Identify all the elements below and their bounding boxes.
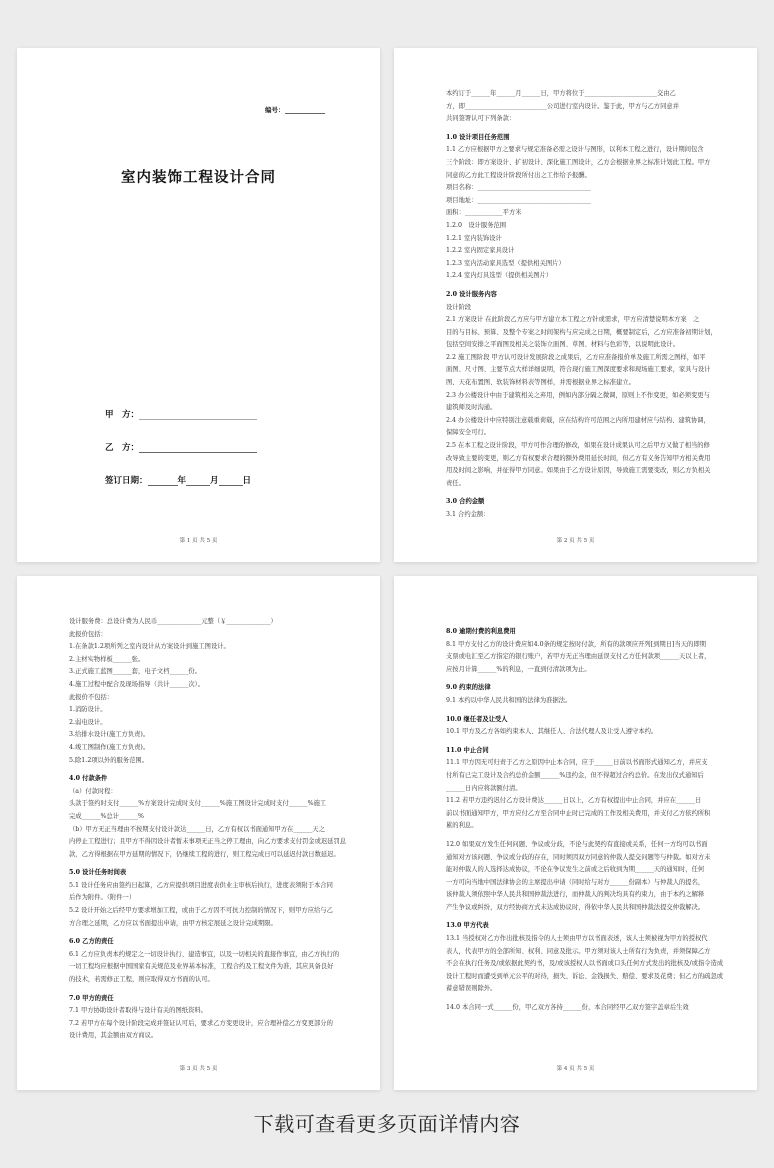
text-line: 三个阶段：即方案设计、扩初设计、深化施工图设计，乙方会根据业界之标准计划此工程。甲方 bbox=[446, 158, 711, 166]
text-line: 1.2.4 室内灯具选型（提供相关图片） bbox=[446, 272, 553, 280]
text-line: 11.1 甲方因无可归责于乙方之原因中止本合同，应于______日前以书面形式通知乙方，并应支 bbox=[446, 759, 708, 767]
page-footer: 第 3 页 共 5 页 bbox=[179, 1066, 218, 1072]
page-4-body bbox=[446, 626, 731, 1015]
text-line: 付所有已完工设计及合约总价金额______%违约金，但不得超过合约总价。在发出仅式通知后 bbox=[446, 771, 704, 779]
text-line: 此报价包括： bbox=[69, 630, 107, 638]
text-line: 7.2 若甲方在每个设计阶段完成并签证认可后，要求乙方变更设计，应合理补偿乙方变更部分的 bbox=[69, 1019, 333, 1027]
text-line: 共同签署认可下列条款： bbox=[446, 115, 516, 123]
page-2-body bbox=[446, 88, 731, 522]
text-line: 2.主材实物样板______张。 bbox=[69, 655, 145, 663]
text-line: 款，乙方得根据在甲方延期的情况下，仍继续工程的进行，则工程完成日可以延迟付款日数延迟。 bbox=[69, 850, 340, 858]
text-line: 1.2.2 室内固定家具设计 bbox=[446, 247, 515, 255]
text-line: 3.给排水设计(施工方负责)。 bbox=[69, 731, 150, 739]
text-line: 3.正式施工蓝图______套，电子文档______份。 bbox=[69, 668, 201, 676]
text-line: 4.竣工图制作(施工方负责)。 bbox=[69, 743, 150, 751]
contract-title: 室内装饰工程设计合同 bbox=[121, 169, 276, 186]
page-3-body bbox=[69, 616, 354, 1043]
text-line: 能对仲裁人的人选择达成协议，不论在争议发生之前或之后收到为期______天的通知时，任何 bbox=[446, 866, 705, 874]
text-line: 本约订于______年______月______日，甲方将位于_______________________交由乙 bbox=[446, 90, 676, 97]
text-line: 累的利息。 bbox=[446, 822, 478, 830]
text-line: （b）甲方无正当理由不按期支付设计款达______日，乙方有权以书面通知甲方在______天之 bbox=[69, 825, 325, 833]
contract-page-2 bbox=[394, 48, 757, 562]
text-line: 蓄意错误则除外。 bbox=[446, 985, 497, 993]
text-line: 1.消防设计。 bbox=[69, 706, 107, 714]
page-footer: 第 1 页 共 5 页 bbox=[179, 538, 218, 544]
text-line: 头款于签约时支付______%方案设计完成时支付______%施工图设计完成时支付______%施工 bbox=[69, 800, 327, 808]
text-line: 2.2 施工图阶段 甲方认可设计发展阶段之成果后，乙方应准备报价单及施工所需之图样，如平 bbox=[446, 353, 706, 361]
text-line: ______日内应将款额付清。 bbox=[446, 784, 522, 792]
text-line: 10.1 甲方及乙方各如约束本人、其继任人、合法代理人及让受人遵守本约。 bbox=[446, 728, 658, 736]
text-line: 一切工程均应根据中国国家有关规范及业界基本标准，工程合约及工程文件为准，其应具备良好 bbox=[69, 963, 334, 971]
text-line: 面积：____________平方米 bbox=[446, 209, 522, 217]
text-line: 设计工程时而遭受到单元公平的对待，损失、诉讼、金钱损失、赔偿、要求及花费；但乙方的疏忽或 bbox=[446, 972, 724, 980]
text-line: 后作为附件。（附件一） bbox=[69, 894, 136, 902]
text-line: 项目名称：____________________________________ bbox=[446, 184, 591, 192]
text-line: 用及时间之影响，并征得甲方同意。如果由于乙方设计原因，导致施工需要变改，则乙方负相关 bbox=[446, 467, 711, 475]
text-line: 5.1 设计任务应由签约日起算，乙方应提供项目进度表供业主审核后执行，进度表须附于本合同 bbox=[69, 881, 333, 889]
text-line: 4.施工过程中配合及现场指导（共计______次）。 bbox=[69, 680, 205, 688]
text-line: 面图、尺寸图、主要节点大样详细说明，符合现行施工图深度要求和现场施工要求，家具与设计 bbox=[446, 366, 711, 374]
text-line: 前以书面通知甲方，甲方应付乙方至合同中止时已完成的工作及相关费用，并支付乙方依约所积 bbox=[446, 809, 711, 817]
contract-page-3 bbox=[17, 576, 380, 1090]
text-line: 支票或电汇至乙方指定的银行账户，若甲方无正当理由延误支付乙方任何款项______天以上者， bbox=[446, 653, 711, 661]
text-line: 5.2 设计开始之后经甲方要求增加工程，或由于乙方因不可抗力控制的情况下，则甲方应给与乙 bbox=[69, 907, 333, 915]
section-heading: 2.0 设计服务内容 bbox=[446, 290, 497, 298]
text-line: 2.1 方案设计 在此阶段乙方应与甲方建立本工程之方针或需求，甲方应清楚说明本方案 之 bbox=[446, 316, 700, 324]
text-line: 1.1 乙方应根据甲方之要求与规定准备必需之设计与图形，以利本工程之进行，设计期间包含 bbox=[446, 146, 704, 154]
text-line: （a）付款时程： bbox=[69, 787, 117, 795]
text-line: 应按月计算______%的利息，一直到付清款项为止。 bbox=[446, 665, 591, 673]
section-heading: 3.0 合约金额 bbox=[446, 498, 485, 506]
text-line: 1.2.1 室内装饰设计 bbox=[446, 234, 502, 242]
text-line: 7.1 甲方协助设计者取得与设计有关的图纸资料。 bbox=[69, 1007, 207, 1015]
text-line: 2.4 办公楼设计中应特别注意载重荷载，应在结构许可范围之内所用建材应与结构、建筑协调， bbox=[446, 416, 710, 424]
text-line: 1.在条款1.2项所列之室内设计从方案设计到施工图设计。 bbox=[69, 643, 230, 651]
text-line: 5.除1.2项以外的服务范围。 bbox=[69, 756, 148, 764]
text-line: 的技术，若需修正工程，则应取得双方书面的认可。 bbox=[69, 976, 214, 984]
text-line: 责任。 bbox=[446, 479, 465, 487]
text-line: 表人，代表甲方的全部所知、权利、同意及批示。甲方须对该人士所有行为负责，并须保障乙方 bbox=[446, 947, 711, 955]
text-line: 产生争议或纠纷，双方经协商方式未达成协议时，得依中华人民共和国仲裁法提交仲裁解决。 bbox=[446, 903, 705, 911]
party-b-field: 乙 方： bbox=[105, 441, 257, 453]
text-line: 2.弱电设计。 bbox=[69, 718, 107, 726]
text-line: 2.3 办公楼设计中由于建筑相关之弃用，例如内部分隔之微调，原则上不作变更，如必须变更与 bbox=[446, 391, 710, 399]
text-line: 此报价不包括： bbox=[69, 693, 114, 701]
text-line: 内停止工程进行；且甲方不得因设计者暂未事项无正当之停工理由，向乙方要求支付罚金或迟延罚息 bbox=[69, 838, 347, 846]
section-heading: 7.0 甲方的责任 bbox=[69, 994, 114, 1002]
text-line: 3.1 合约金额： bbox=[446, 511, 490, 518]
section-heading: 9.0 约束的法律 bbox=[446, 684, 491, 692]
text-line: 14.0 本合同一式______份，甲乙双方各持______份，本合同经甲乙双方签字盖章后生效 bbox=[446, 1004, 689, 1012]
text-line: 设计阶段 bbox=[446, 303, 472, 311]
text-line: 6.1 乙方应负责本约规定之一切设计执行、建造事宜，以及一切相关的直接作事宜，由乙方执行的 bbox=[69, 950, 340, 958]
text-line: 12.0 如果双方发生任何问题、争议或分歧，不论与此契约有直接或关系，任何一方均可以书面 bbox=[446, 840, 708, 848]
text-line: 完成______%总计______% bbox=[69, 812, 144, 820]
download-caption: 下载可查看更多页面详情内容 bbox=[253, 1112, 521, 1136]
section-heading: 1.0 设计项目任务范围 bbox=[446, 133, 510, 141]
text-line: 9.1 本约以中华人民共和国的法律为准据法。 bbox=[446, 696, 572, 704]
text-line: 1.2.3 室内活动家具选型（提供相关图片） bbox=[446, 259, 565, 267]
text-line: 11.2 若甲方违约迟付乙方设计费达______日以上，乙方有权提出中止合同，并应在______日 bbox=[446, 797, 702, 805]
text-line: 保障安全可行。 bbox=[446, 429, 491, 437]
text-line: 2.5 在本工程之设计阶段，甲方可作合理的修改，如果在设计成果认可之后甲方又做了相当的修 bbox=[446, 442, 710, 450]
text-line: 13.1 当授权对乙方作出批核及指令的人士须由甲方以书面表述，该人士须被视为甲方的授权代 bbox=[446, 935, 708, 943]
section-heading: 4.0 付款条件 bbox=[69, 775, 108, 783]
contract-page-1 bbox=[17, 48, 380, 562]
text-line: 目的与目标、预算、及整个专案之时间架构与应完成之日期，概要制定后，乙方应准备初期计划， bbox=[446, 328, 717, 336]
page-footer: 第 2 页 共 5 页 bbox=[556, 538, 595, 544]
text-line: 改导致主要的变更，则乙方有权要求合理的额外费用延长时间，但乙方有义务告知甲方相关费用 bbox=[446, 454, 711, 462]
page-footer: 第 4 页 共 5 页 bbox=[556, 1066, 595, 1072]
text-line: 设计费用，其金额由双方商议。 bbox=[69, 1032, 158, 1040]
text-line: 该仲裁人须依照中华人民共和国仲裁法进行，而仲裁人的判决均具有约束力，由于本约之解释 bbox=[446, 891, 705, 899]
number-blank bbox=[285, 105, 325, 114]
sign-date-field: 签订日期： 年 月 日 bbox=[105, 476, 252, 486]
text-line: 不会在执行任务及/或依据此契约书，及/或该授权人以书面或口头任何方式发出的批核及/或指令造成 bbox=[446, 960, 724, 968]
text-line: 同意的乙方此工程设计阶段所付出之工作给予报酬。 bbox=[446, 171, 591, 179]
party-b-blank bbox=[139, 444, 257, 453]
text-line: 设计服务费：总设计费为人民币______________元整（￥______________） bbox=[69, 618, 277, 625]
text-line: 一方可向当地中国法律协会的主席提出申请（同时给与对方______份副本）与仲裁人的提名， bbox=[446, 878, 705, 886]
section-heading: 10.0 继任者及让受人 bbox=[446, 715, 508, 723]
contract-number: 编号： bbox=[265, 105, 325, 114]
text-line: 方，即__________________________公司进行室内设计。鉴于此，甲方与乙方同意并 bbox=[446, 102, 679, 110]
contract-page-4 bbox=[394, 576, 757, 1090]
section-heading: 5.0 设计任务时间表 bbox=[69, 869, 127, 877]
text-line: 建筑师及时沟通。 bbox=[446, 404, 497, 412]
text-line: 包括空间安排之平面图及相关之装饰立面图、草图、材料与色彩等，以说明此设计。 bbox=[446, 341, 679, 349]
text-line: 项目地址：____________________________________ bbox=[446, 196, 591, 204]
section-heading: 11.0 中止合同 bbox=[446, 746, 489, 754]
text-line: 1.2.0 设计服务范围 bbox=[446, 221, 507, 229]
party-a-blank bbox=[139, 411, 257, 420]
text-line: 图、天花布置图、软装饰材料表等图样，并需根据业界之标准建立。 bbox=[446, 379, 635, 387]
text-line: 通知对方该问题、争议或分歧的存在，同时须因双方同意的仲裁人提交问题等与仲裁。如对方未 bbox=[446, 853, 711, 861]
section-heading: 6.0 乙方的责任 bbox=[69, 938, 114, 946]
party-a-field: 甲 方： bbox=[105, 408, 257, 420]
section-heading: 8.0 逾期付费的利息费用 bbox=[446, 628, 516, 635]
text-line: 8.1 甲方支付乙方的设计费应如4.0条的规定按时付款，所有的款项应开列[到期日]当天的即期 bbox=[446, 640, 706, 648]
section-heading: 13.0 甲方代表 bbox=[446, 922, 489, 930]
text-line: 方合理之延期，乙方应以书面提出申请，由甲方核定展延之设计完成期限。 bbox=[69, 919, 277, 927]
